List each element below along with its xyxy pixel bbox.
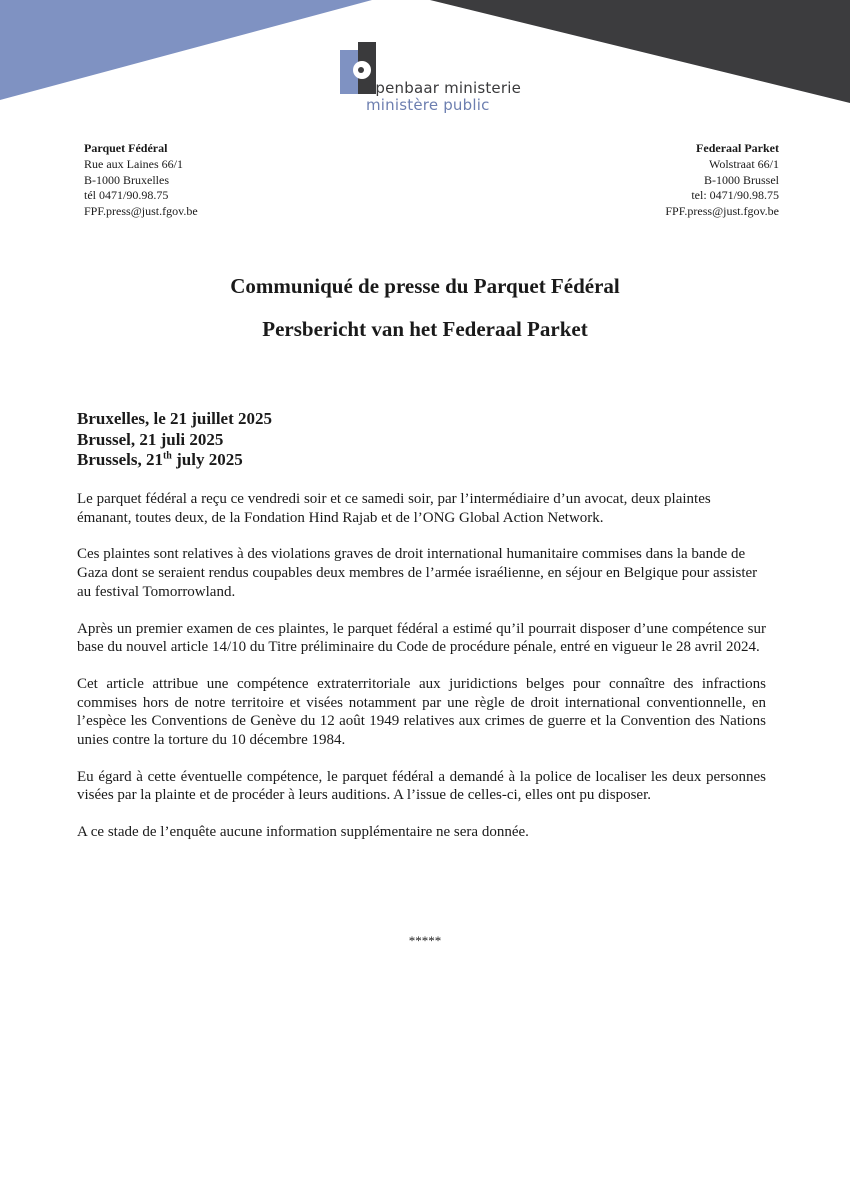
body-paragraph: Le parquet fédéral a reçu ce vendredi soir et ce samedi soir, par l’intermédiaire d’un avocat, deux plaintes émanant, toutes deux, de la Fondation Hind Rajab et de l’ONG Global Action Network. bbox=[77, 491, 711, 526]
body-paragraph: Cet article attribue une compétence extraterritoriale aux juridictions belges pour connaître des infractions commises hors de notre territoire et visées notamment par une règle de droit international conventionnelle, en l’espèce les Conventions de Genève du 12 août 1949 relatives aux crimes de guerre et la Convention des Nations unies contre la torture du 10 décembre 1984. bbox=[77, 675, 766, 749]
address-fr-title: Parquet Fédéral bbox=[84, 141, 168, 155]
end-mark: ***** bbox=[408, 933, 442, 948]
dateline-en-ordinal: th bbox=[162, 450, 172, 462]
body-paragraph: Ces plaintes sont relatives à des violations graves de droit international humanitaire commises dans la bande de Gaza dont se seraient rendus coupables deux membres de l’armée israélienne, en séjour en Belgique pour assister au festival Tomorrowland. bbox=[77, 546, 758, 600]
address-block-fr bbox=[84, 141, 198, 220]
dateline-nl: Brussel, 21 juli 2025 bbox=[77, 429, 224, 449]
address-fr-street: Rue aux Laines 66/1 bbox=[84, 156, 183, 171]
logo-wordmark bbox=[366, 81, 521, 113]
press-release-body bbox=[77, 490, 766, 860]
logo-name-fr: ministère public bbox=[366, 96, 490, 114]
address-block-nl bbox=[665, 141, 779, 220]
press-release-title-nl: Persbericht van het Federaal Parket bbox=[262, 317, 588, 341]
press-release-title-fr: Communiqué de presse du Parquet Fédéral bbox=[230, 274, 620, 298]
address-nl-city: B-1000 Brussel bbox=[704, 172, 779, 187]
logo-name-nl: openbaar ministerie bbox=[366, 79, 522, 97]
address-fr-email: FPF.press@just.fgov.be bbox=[84, 204, 198, 219]
dateline-en bbox=[77, 450, 272, 471]
dateline-block bbox=[77, 409, 272, 471]
address-nl-street: Wolstraat 66/1 bbox=[708, 156, 779, 171]
address-fr-phone: tél 0471/90.98.75 bbox=[84, 188, 169, 203]
header-band-left bbox=[0, 0, 372, 100]
address-nl-email: FPF.press@just.fgov.be bbox=[665, 204, 779, 219]
dateline-en-prefix: Brussels, 21 bbox=[77, 450, 163, 469]
address-nl-title: Federaal Parket bbox=[696, 141, 779, 155]
dateline-fr: Bruxelles, le 21 juillet 2025 bbox=[77, 409, 273, 428]
dateline-en-suffix: july 2025 bbox=[171, 450, 243, 469]
body-paragraph: Après un premier examen de ces plaintes, le parquet fédéral a estimé qu’il pourrait disposer d’une compétence sur base du nouvel article 14/10 du Titre préliminaire du Code de procédure pénale, entré en vigueur le 28 avril 2024. bbox=[77, 620, 766, 656]
body-paragraph: A ce stade de l’enquête aucune information supplémentaire ne sera donnée. bbox=[77, 824, 529, 841]
address-nl-phone: tel: 0471/90.98.75 bbox=[691, 188, 779, 203]
address-fr-city: B-1000 Bruxelles bbox=[84, 172, 169, 187]
body-paragraph: Eu égard à cette éventuelle compétence, le parquet fédéral a demandé à la police de localiser les deux personnes visées par la plainte et de procéder à leurs auditions. A l’issue de celles-ci, elles ont pu disposer. bbox=[77, 768, 766, 804]
